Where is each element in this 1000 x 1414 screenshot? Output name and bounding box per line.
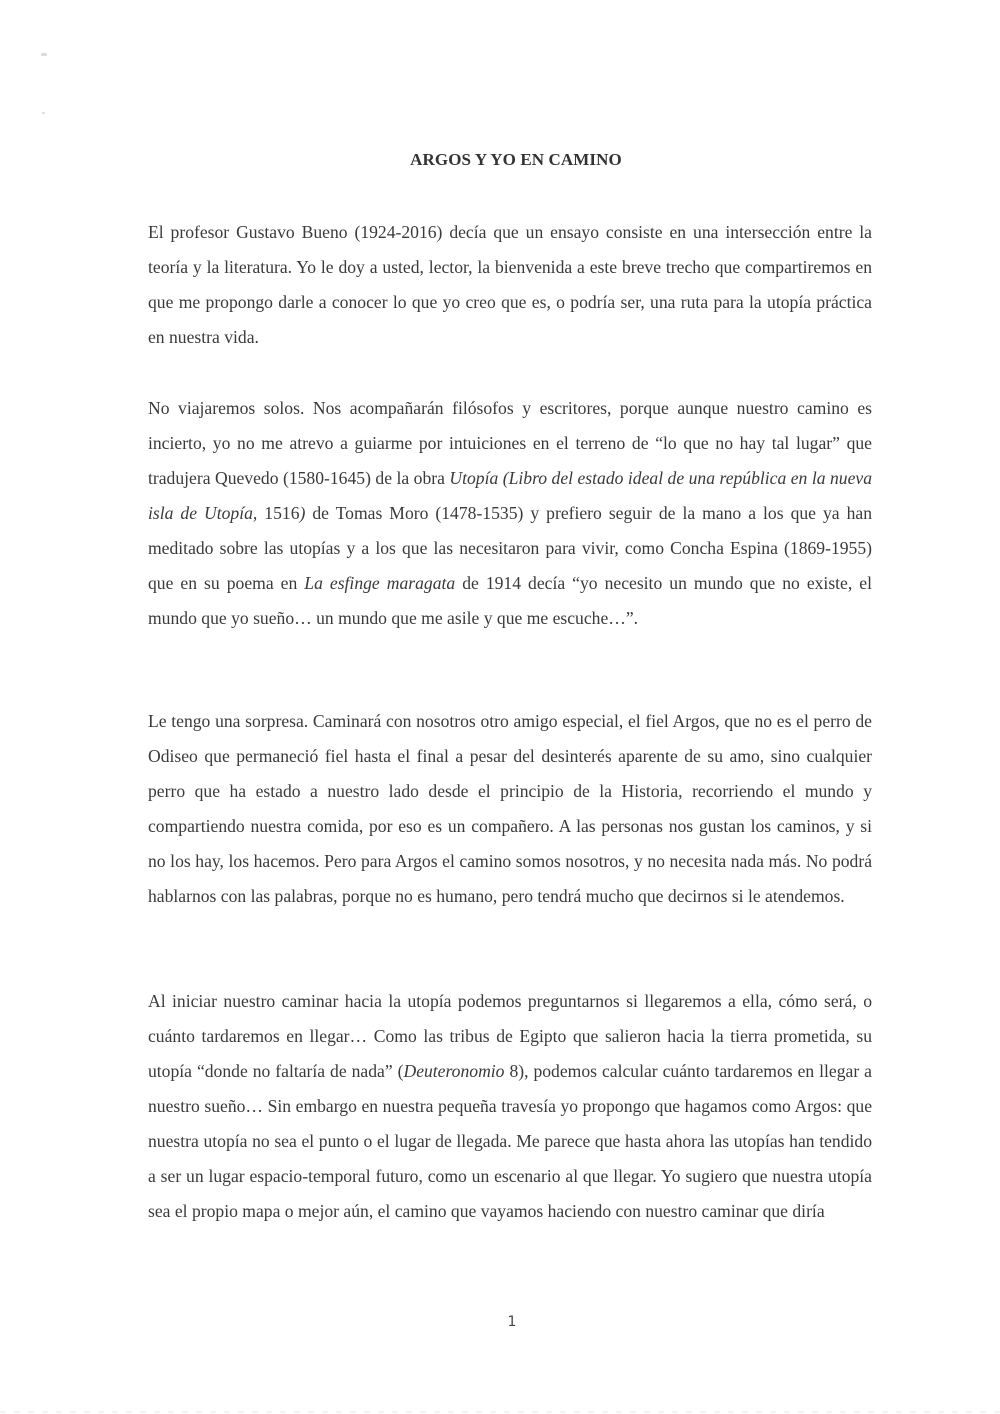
paragraph-text: Le tengo una sorpresa. Caminará con nosotros otro amigo especial, el fiel Argos, que no es el perro de Odiseo que permaneció fiel hasta el final a pesar del desinterés aparente de su amo, sino cualquier perro que ha estado a nuestro lado desde el principio de la Historia, recorriendo el mundo y compartiendo nuestra comida, por eso es un compañero. A las personas nos gustan los caminos, y si no los hay, los hacemos. Pero para Argos el camino somos nosotros, y no necesita nada más. No podrá hablarnos con las palabras, porque no es humano, pero tendrá mucho que decirnos si le atendemos. xyxy=(148,711,872,906)
paragraph-3 xyxy=(148,704,872,914)
paragraph-text: de Tomas Moro (1478-1535) y prefiero seguir de la mano a los que ya han meditado sobre las utopías y a los que las necesitaron para vivir, como Concha Espina (1869-1955) que en su poema en xyxy=(148,503,872,593)
paragraph-text: El profesor Gustavo Bueno (1924-2016) decía que un ensayo consiste en una intersección entre la teoría y la literatura. Yo le doy a usted, lector, la bienvenida a este breve trecho que compartiremos en que me propongo darle a conocer lo que yo creo que es, o podría ser, una ruta para la utopía práctica en nuestra vida. xyxy=(148,222,872,347)
page-number: 1 xyxy=(507,1314,517,1330)
book-title-deuteronomio: Deuteronomio xyxy=(403,1061,505,1081)
paragraph-1 xyxy=(148,215,872,355)
paragraph-text: No viajaremos solos. Nos acompañarán filósofos y escritores, porque aunque nuestro camino es incierto, yo no me atrevo a guiarme por intuiciones en el terreno de “lo que no hay tal lugar” que tradujera Quevedo (1580-1645) de la obra xyxy=(148,398,872,488)
paragraph-text: , 1516 xyxy=(252,503,300,523)
paragraph-text: de 1914 decía “yo necesito un mundo que no existe, el mundo que yo sueño… un mundo que me asile y que me escuche…”. xyxy=(148,573,872,628)
paragraph-text: 8), podemos calcular cuánto tardaremos en llegar a nuestro sueño… Sin embargo en nuestra pequeña travesía yo propongo que hagamos como Argos: que nuestra utopía no sea el punto o el lugar de llegada. Me parece que hasta ahora las utopías han tendido a ser un lugar espacio-temporal futuro, como un escenario al que llegar. Yo sugiero que nuestra utopía sea el propio mapa o mejor aún, el camino que vayamos haciendo con nuestro caminar que diría xyxy=(148,1061,872,1221)
paragraph-text: Al iniciar nuestro caminar hacia la utopía podemos preguntarnos si llegaremos a ella, cómo será, o cuánto tardaremos en llegar… Como las tribus de Egipto que salieron hacia la tierra prometida, su utopía “donde no faltaría de nada” ( xyxy=(148,991,872,1081)
scan-edge xyxy=(0,1411,1000,1413)
paragraph-text: ) xyxy=(299,503,306,523)
document-title: ARGOS Y YO EN CAMINO xyxy=(410,150,622,169)
paragraph-2 xyxy=(148,391,872,636)
paragraph-4 xyxy=(148,984,872,1229)
book-title-la-esfinge-maragata: La esfinge maragata xyxy=(304,573,456,593)
scan-artifact xyxy=(41,53,47,56)
scan-artifact xyxy=(42,112,45,114)
book-title-utopia: Utopía (Libro del estado ideal de una república en la nueva isla de Utopía xyxy=(148,468,872,523)
